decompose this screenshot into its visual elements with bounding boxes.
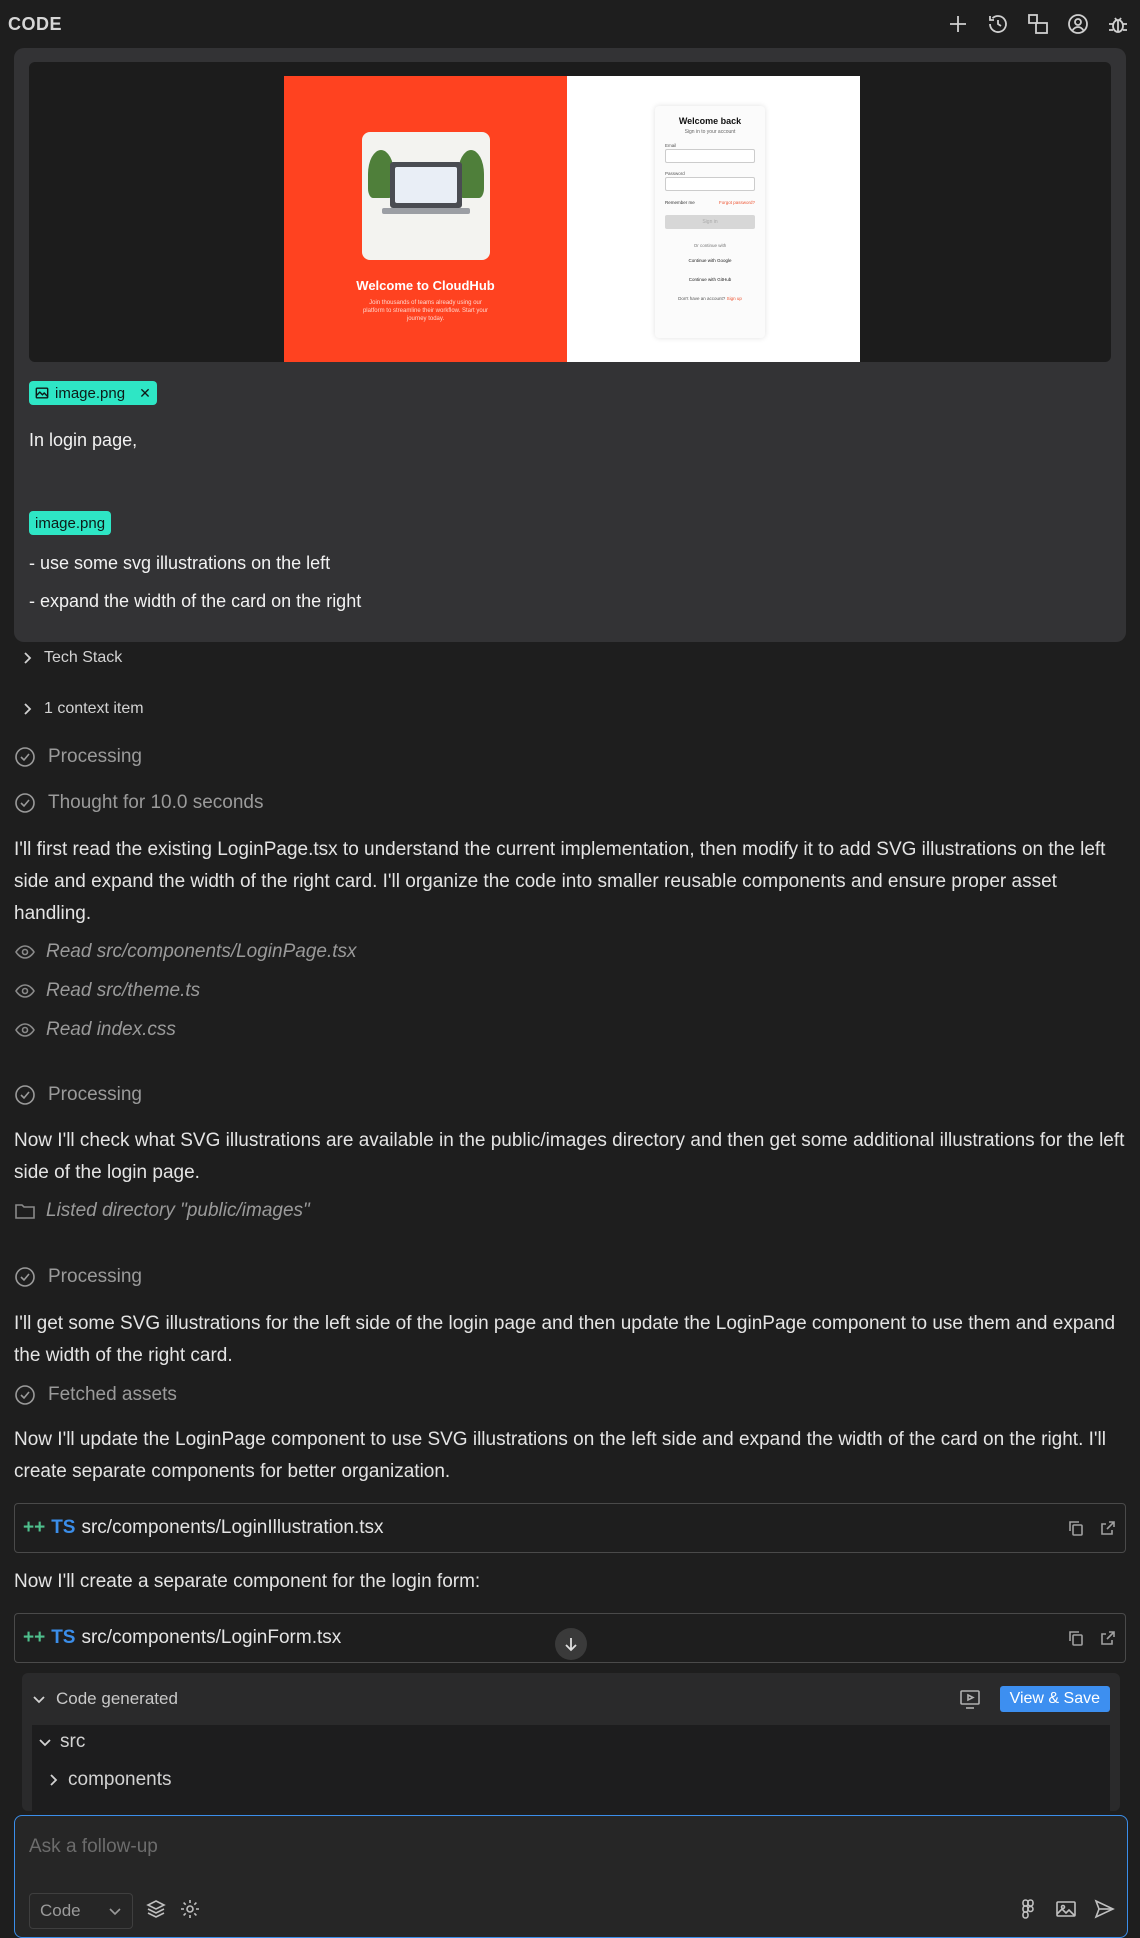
preview-github-button: Continue with GitHub (688, 277, 732, 282)
step-status (14, 792, 263, 814)
step-label: Fetched assets (48, 1384, 177, 1405)
preview-signup-link: Sign up (726, 296, 742, 301)
message-line: - use some svg illustrations on the left (29, 553, 331, 573)
assistant-message: Now I'll check what SVG illustrations are available in the public/images directory and then get some additional illustrations for the left side of the login page. (14, 1130, 1125, 1183)
preview-laptop-photo (362, 132, 490, 260)
account-icon[interactable] (1064, 10, 1092, 38)
preview-left-subtitle: Join thousands of teams already using our platform to streamline their workflow. Start your journey today. (362, 300, 489, 322)
preview-signup-text: Don't have an account? (678, 296, 726, 301)
preview-signin-button: Sign in (665, 215, 755, 229)
open-external-icon[interactable] (1099, 1629, 1117, 1647)
chevron-right-icon (20, 702, 34, 716)
preview-card-subtitle: Sign in to your account (684, 129, 736, 135)
tech-stack-toggle[interactable] (20, 649, 122, 667)
preview-form-panel (567, 76, 860, 362)
close-icon[interactable]: ✕ (139, 384, 151, 401)
tech-stack-label: Tech Stack (44, 649, 123, 666)
preview-login-card (655, 106, 765, 338)
inline-chip-label: image.png (35, 514, 106, 532)
user-message (14, 48, 1126, 642)
composer-toolbar (29, 1893, 1115, 1929)
message-line: In login page, (29, 430, 138, 450)
eye-icon (14, 1019, 36, 1041)
preview-play-icon[interactable] (958, 1687, 982, 1711)
preview-card-title: Welcome back (678, 116, 742, 126)
context-toggle[interactable] (20, 700, 144, 718)
arrow-down-icon (563, 1636, 579, 1652)
preview-google-button: Continue with Google (688, 258, 732, 263)
gear-icon[interactable] (179, 1898, 201, 1925)
file-path: src/components/LoginIllustration.tsx (81, 1517, 384, 1538)
step-label: Processing (48, 746, 142, 767)
chevron-right-icon (46, 1773, 60, 1787)
chevron-down-icon (32, 1692, 46, 1706)
code-generated-title: Code generated (56, 1689, 178, 1708)
preview-signup-line (665, 296, 755, 301)
assistant-message: Now I'll create a separate component for the login form: (14, 1571, 481, 1592)
image-upload-icon[interactable] (1055, 1898, 1077, 1925)
followup-composer[interactable] (14, 1815, 1128, 1938)
figma-icon[interactable] (1017, 1898, 1039, 1925)
language-badge: TS (51, 1627, 76, 1648)
chevron-down-icon (108, 1904, 122, 1918)
attached-image-preview[interactable] (29, 62, 1111, 362)
assistant-message: I'll get some SVG illustrations for the left side of the login page and then update the LoginPage component to use them and expand the width of the right card. (14, 1313, 1116, 1366)
copy-icon[interactable] (1067, 1629, 1085, 1647)
read-action[interactable] (14, 941, 357, 963)
check-circle-icon (14, 1266, 36, 1288)
step-status (14, 1384, 177, 1406)
preview-brand-panel (284, 76, 567, 362)
preview-left-title: Welcome to CloudHub (356, 278, 495, 293)
composer-right-actions (1017, 1898, 1115, 1925)
context-label: 1 context item (44, 700, 144, 717)
step-label: Thought for 10.0 seconds (48, 792, 264, 813)
check-circle-icon (14, 1084, 36, 1106)
preview-remember-label: Remember me (665, 200, 695, 205)
scroll-to-bottom-button[interactable] (555, 1628, 587, 1660)
assistant-message: Now I'll update the LoginPage component to use SVG illustrations on the left side and expand the width of the card on the right. I'll create separate components for better organization. (14, 1429, 1106, 1482)
step-status (14, 746, 142, 768)
eye-icon (14, 941, 36, 963)
view-save-button[interactable]: View & Save (1000, 1686, 1110, 1712)
laptop-base (382, 208, 470, 214)
panel-title: CODE (8, 13, 63, 34)
check-circle-icon (14, 792, 36, 814)
attachment-chip-label: image.png (55, 384, 126, 402)
tree-folder-src[interactable] (38, 1731, 85, 1753)
history-icon[interactable] (984, 10, 1012, 38)
file-actions (1067, 1519, 1117, 1537)
tree-folder-components[interactable] (46, 1769, 172, 1791)
step-label: Processing (48, 1084, 142, 1105)
eye-icon (14, 980, 36, 1002)
language-badge: TS (51, 1517, 76, 1538)
action-label: Read index.css (46, 1019, 176, 1040)
message-line: - expand the width of the card on the right (29, 591, 362, 611)
preview-or-divider: Or continue with (693, 243, 727, 248)
inline-image-chip[interactable] (29, 511, 111, 535)
file-card[interactable] (14, 1503, 1126, 1553)
read-action[interactable] (14, 1019, 176, 1041)
chevron-right-icon (20, 651, 34, 665)
step-status (14, 1084, 142, 1106)
tree-item-label: components (68, 1769, 172, 1790)
header-actions (944, 10, 1132, 38)
file-actions (1067, 1629, 1117, 1647)
copy-icon[interactable] (1067, 1519, 1085, 1537)
folder-icon (14, 1200, 36, 1222)
check-circle-icon (14, 1384, 36, 1406)
layers-icon[interactable] (145, 1898, 167, 1925)
action-label: Read src/components/LoginPage.tsx (46, 941, 357, 962)
send-icon[interactable] (1093, 1898, 1115, 1925)
laptop-screen (390, 162, 462, 208)
read-action[interactable] (14, 980, 200, 1002)
tree-item-label: src (60, 1731, 86, 1752)
action-label: Read src/theme.ts (46, 980, 201, 1001)
panel-header (0, 0, 1140, 48)
action-label: Listed directory "public/images" (46, 1200, 310, 1221)
step-status (14, 1266, 142, 1288)
code-generated-panel (22, 1673, 1120, 1811)
added-marker: ++ (23, 1517, 46, 1538)
image-icon (35, 386, 49, 400)
bug-icon[interactable] (1104, 10, 1132, 38)
plus-icon[interactable] (944, 10, 972, 38)
preview-remember-row (665, 200, 755, 205)
step-label: Processing (48, 1266, 142, 1287)
layout-icon[interactable] (1024, 10, 1052, 38)
file-tree (32, 1725, 1110, 1811)
preview-password-label: Password (665, 171, 685, 176)
mode-select[interactable] (29, 1893, 133, 1929)
preview-password-field (665, 177, 755, 191)
open-external-icon[interactable] (1099, 1519, 1117, 1537)
added-marker: ++ (23, 1627, 46, 1648)
followup-input[interactable]: Ask a follow-up (29, 1836, 158, 1857)
preview-forgot-link: Forgot password? (718, 200, 755, 205)
assistant-message: I'll first read the existing LoginPage.tsx to understand the current implementation, then modify it to add SVG illustrations on the left side and expand the width of the right card. I'll organize the code into smaller reusable components and ensure proper asset handling. (14, 839, 1106, 924)
file-path: src/components/LoginForm.tsx (81, 1627, 342, 1648)
chevron-down-icon (38, 1735, 52, 1749)
check-circle-icon (14, 746, 36, 768)
code-generated-actions (958, 1686, 1110, 1712)
preview-email-label: Email (665, 143, 677, 148)
mode-select-value: Code (40, 1901, 81, 1920)
code-generated-header[interactable] (22, 1673, 1120, 1725)
attachment-chip[interactable] (29, 381, 157, 405)
list-action[interactable] (14, 1200, 310, 1222)
preview-email-field (665, 149, 755, 163)
